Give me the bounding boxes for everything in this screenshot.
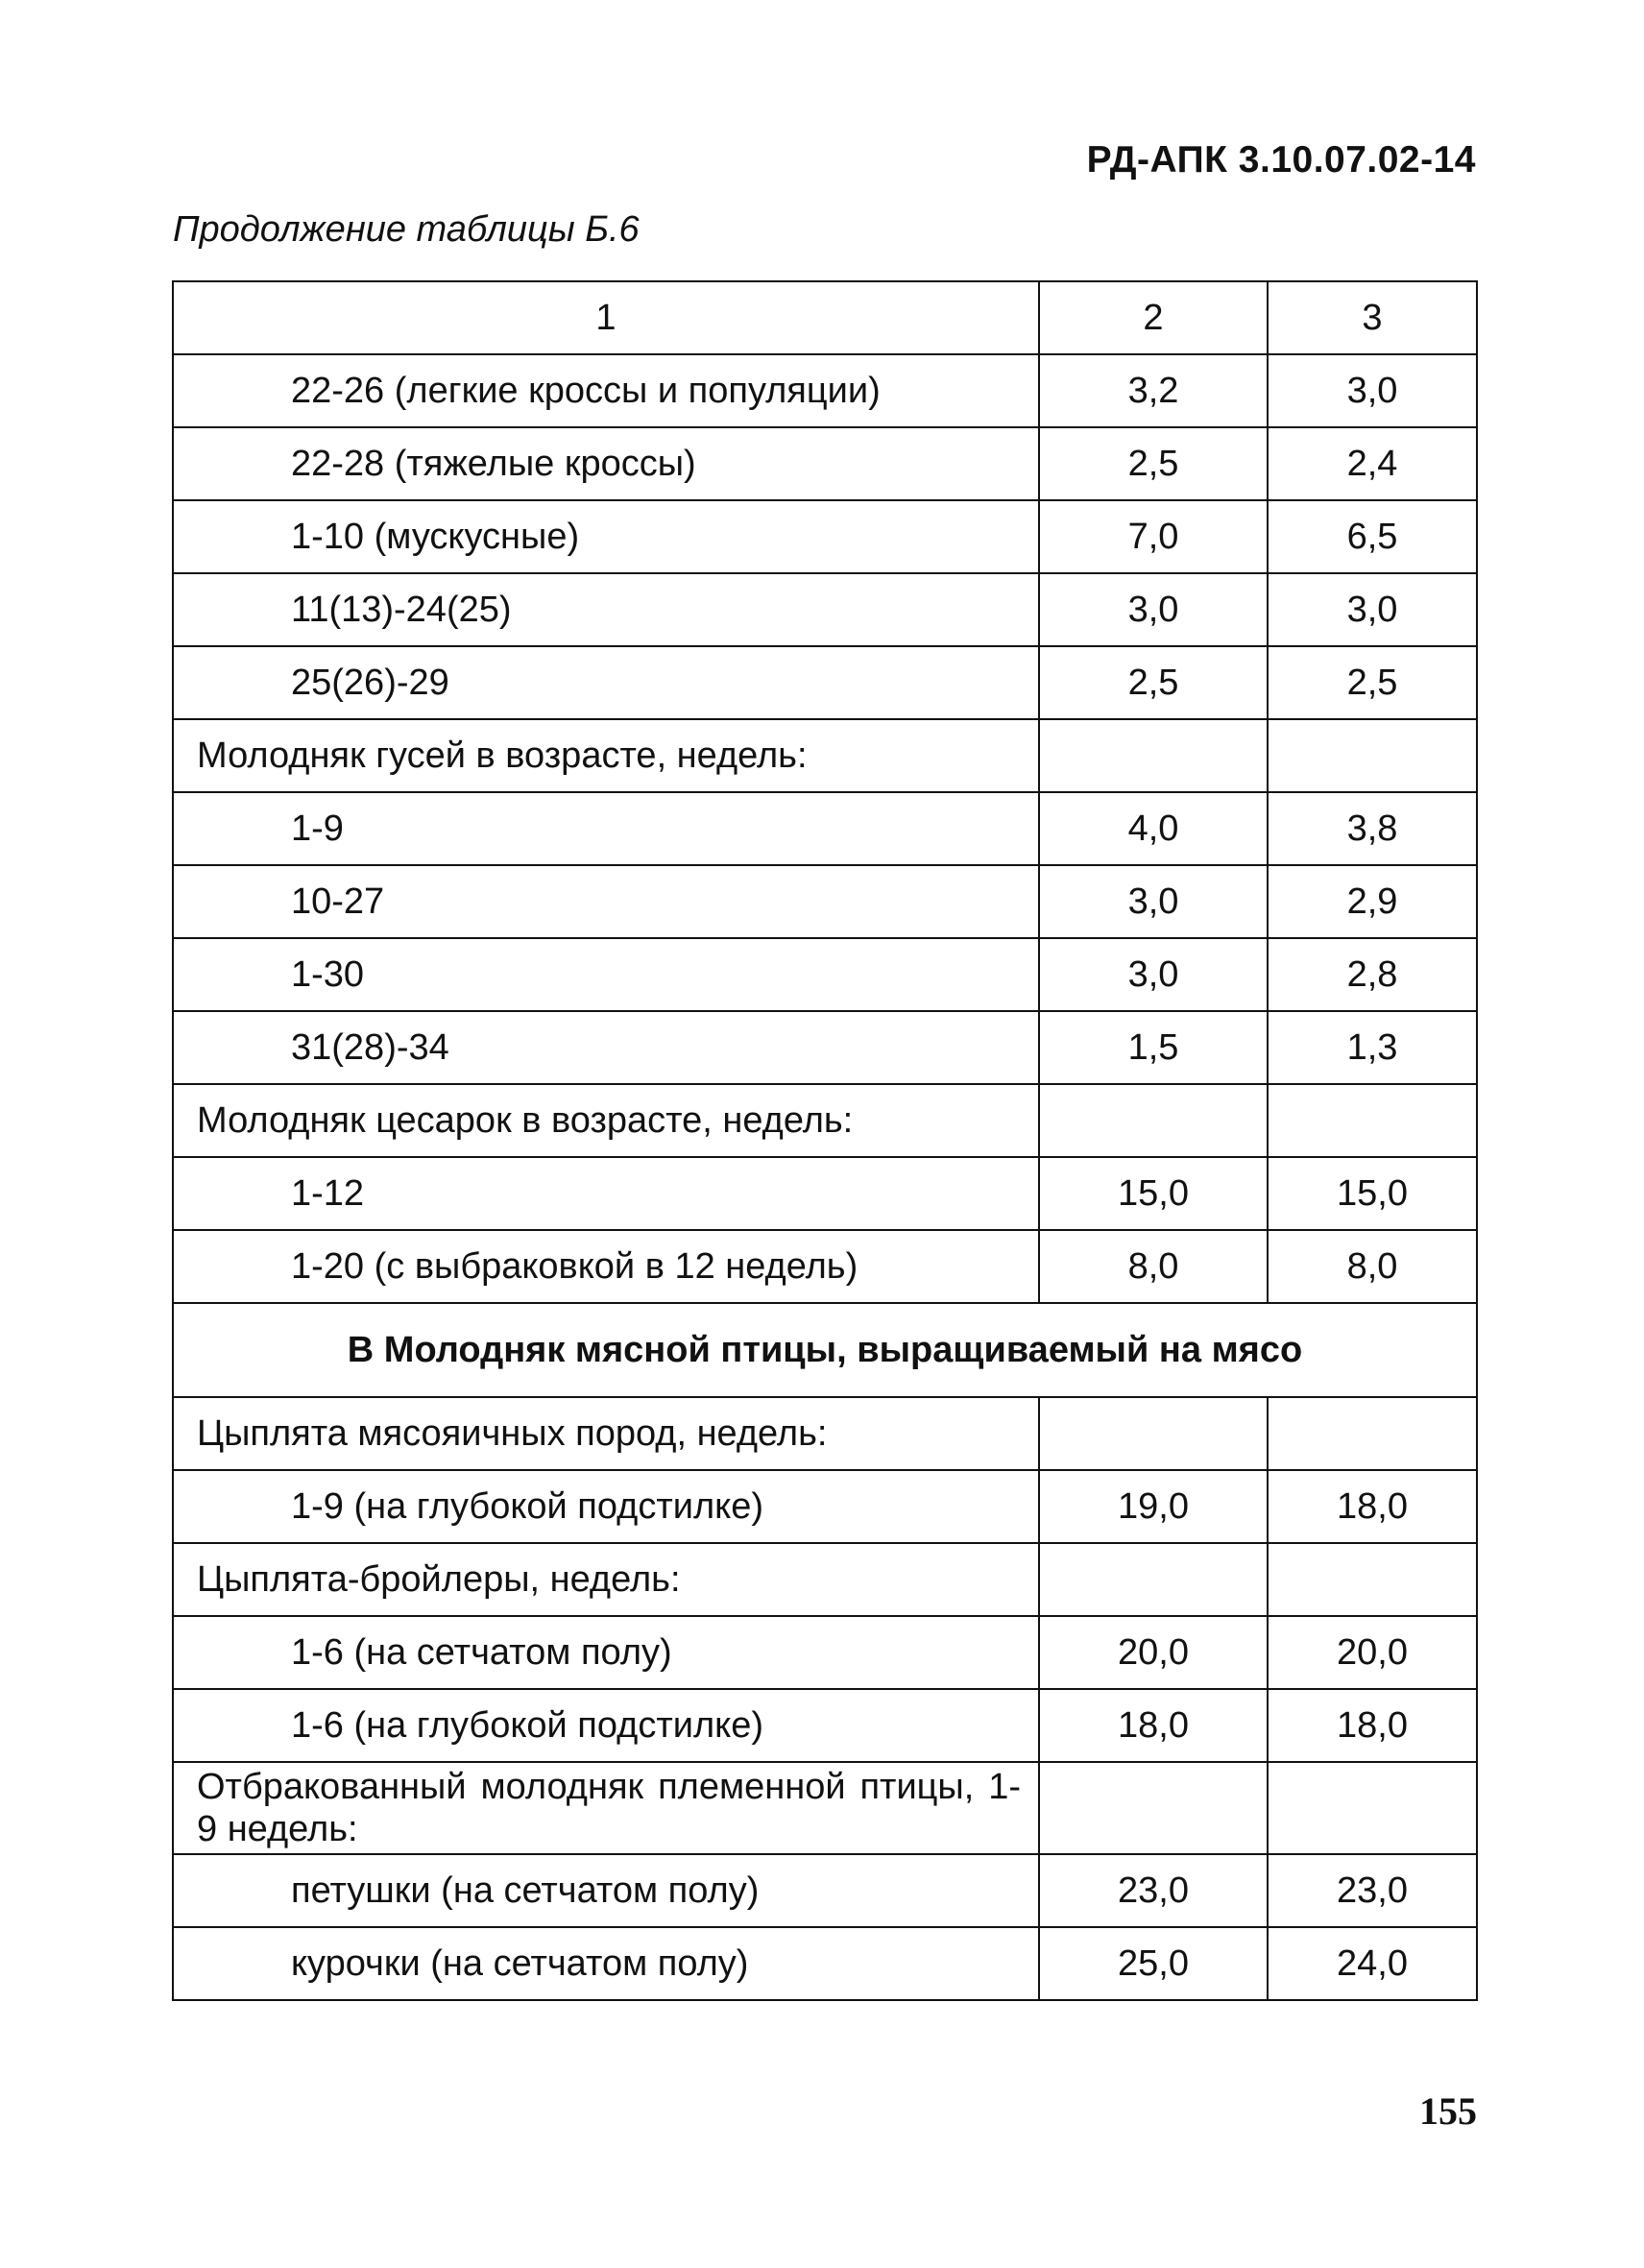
value-col-2: 23,0 — [1039, 1854, 1268, 1927]
value-col-2 — [1039, 1762, 1268, 1854]
value-col-2: 4,0 — [1039, 792, 1268, 865]
value-col-2 — [1039, 719, 1268, 792]
value-col-3: 18,0 — [1268, 1470, 1477, 1543]
row-label: 1-9 — [173, 792, 1039, 865]
value-col-3: 2,4 — [1268, 427, 1477, 500]
value-col-3: 8,0 — [1268, 1230, 1477, 1303]
section-title: В Молодняк мясной птицы, выращиваемый на мясо — [173, 1303, 1477, 1397]
row-label: 22-28 (тяжелые кроссы) — [173, 427, 1039, 500]
document-code: РД-АПК 3.10.07.02-14 — [1086, 139, 1476, 181]
value-col-3: 3,8 — [1268, 792, 1477, 865]
value-col-2: 1,5 — [1039, 1011, 1268, 1084]
table-row — [173, 500, 1477, 573]
value-col-2 — [1039, 1397, 1268, 1470]
value-col-3: 1,3 — [1268, 1011, 1477, 1084]
row-label: 10-27 — [173, 865, 1039, 938]
table-row — [173, 865, 1477, 938]
table-caption: Продолжение таблицы Б.6 — [173, 209, 640, 250]
table-row — [173, 938, 1477, 1011]
table-header-row — [173, 281, 1477, 354]
table-row — [173, 354, 1477, 427]
group-label: Отбракованный молодняк племенной птицы, 1-9 недель: — [173, 1762, 1039, 1854]
value-col-2: 20,0 — [1039, 1616, 1268, 1689]
row-label: 1-30 — [173, 938, 1039, 1011]
table-row — [173, 1927, 1477, 2000]
table-row — [173, 1084, 1477, 1157]
value-col-3: 2,5 — [1268, 646, 1477, 719]
table-row — [173, 427, 1477, 500]
value-col-3 — [1268, 719, 1477, 792]
value-col-2: 7,0 — [1039, 500, 1268, 573]
value-col-3: 23,0 — [1268, 1854, 1477, 1927]
value-col-2: 25,0 — [1039, 1927, 1268, 2000]
table-row — [173, 1616, 1477, 1689]
value-col-3 — [1268, 1543, 1477, 1616]
table-row — [173, 1689, 1477, 1762]
row-label: 1-10 (мускусные) — [173, 500, 1039, 573]
section-header-row — [173, 1303, 1477, 1397]
value-col-3: 2,8 — [1268, 938, 1477, 1011]
value-col-3: 20,0 — [1268, 1616, 1477, 1689]
column-header-3: 3 — [1268, 281, 1477, 354]
row-label: 22-26 (легкие кроссы и популяции) — [173, 354, 1039, 427]
group-label: Молодняк цесарок в возрасте, недель: — [173, 1084, 1039, 1157]
row-label: 1-12 — [173, 1157, 1039, 1230]
value-col-2: 8,0 — [1039, 1230, 1268, 1303]
page-number: 155 — [1419, 2089, 1477, 2133]
table-row — [173, 1543, 1477, 1616]
value-col-3 — [1268, 1762, 1477, 1854]
value-col-3: 6,5 — [1268, 500, 1477, 573]
row-label: 31(28)-34 — [173, 1011, 1039, 1084]
row-label: 1-6 (на сетчатом полу) — [173, 1616, 1039, 1689]
value-col-2: 19,0 — [1039, 1470, 1268, 1543]
table-row — [173, 573, 1477, 646]
table-row — [173, 1011, 1477, 1084]
column-header-1: 1 — [173, 281, 1039, 354]
row-label: 11(13)-24(25) — [173, 573, 1039, 646]
value-col-3: 3,0 — [1268, 573, 1477, 646]
group-label: Цыплята-бройлеры, недель: — [173, 1543, 1039, 1616]
data-table — [172, 280, 1478, 2001]
value-col-2 — [1039, 1084, 1268, 1157]
value-col-2: 3,0 — [1039, 573, 1268, 646]
value-col-3 — [1268, 1397, 1477, 1470]
value-col-2: 3,0 — [1039, 865, 1268, 938]
table-row — [173, 1397, 1477, 1470]
group-label: Молодняк гусей в возрасте, недель: — [173, 719, 1039, 792]
row-label: 1-6 (на глубокой подстилке) — [173, 1689, 1039, 1762]
row-label: 1-20 (с выбраковкой в 12 недель) — [173, 1230, 1039, 1303]
table-row — [173, 1762, 1477, 1854]
value-col-3: 18,0 — [1268, 1689, 1477, 1762]
value-col-2: 3,0 — [1039, 938, 1268, 1011]
table-row — [173, 646, 1477, 719]
table-row — [173, 1470, 1477, 1543]
table-row — [173, 1157, 1477, 1230]
value-col-3: 3,0 — [1268, 354, 1477, 427]
value-col-2 — [1039, 1543, 1268, 1616]
value-col-3: 24,0 — [1268, 1927, 1477, 2000]
value-col-2: 2,5 — [1039, 427, 1268, 500]
table-row — [173, 792, 1477, 865]
column-header-2: 2 — [1039, 281, 1268, 354]
value-col-2: 15,0 — [1039, 1157, 1268, 1230]
row-label: петушки (на сетчатом полу) — [173, 1854, 1039, 1927]
table-row — [173, 1230, 1477, 1303]
table-row — [173, 1854, 1477, 1927]
table-row — [173, 719, 1477, 792]
value-col-3 — [1268, 1084, 1477, 1157]
row-label: курочки (на сетчатом полу) — [173, 1927, 1039, 2000]
value-col-2: 3,2 — [1039, 354, 1268, 427]
value-col-3: 15,0 — [1268, 1157, 1477, 1230]
value-col-2: 18,0 — [1039, 1689, 1268, 1762]
row-label: 25(26)-29 — [173, 646, 1039, 719]
row-label: 1-9 (на глубокой подстилке) — [173, 1470, 1039, 1543]
value-col-2: 2,5 — [1039, 646, 1268, 719]
group-label: Цыплята мясояичных пород, недель: — [173, 1397, 1039, 1470]
value-col-3: 2,9 — [1268, 865, 1477, 938]
